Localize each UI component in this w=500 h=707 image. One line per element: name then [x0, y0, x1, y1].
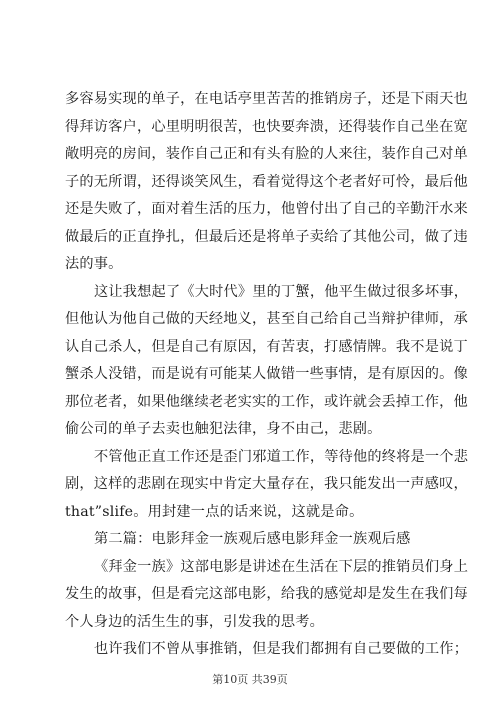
paragraph: [65, 636, 469, 664]
page-footer: 第10页 共39页: [212, 673, 288, 686]
text-line: 第二篇：电影拜金一族观后感电影拜金一族观后感: [94, 531, 411, 547]
text-line: 剧，这样的悲剧在现实中肯定大量存在，我只能发出一声感叹，: [65, 476, 468, 492]
text-line: 也许我们不曾从事推销，但是我们都拥有自己要做的工作；: [94, 641, 469, 657]
text-line: 不管他正直工作还是歪门邪道工作，等待他的终将是一个悲: [94, 448, 469, 465]
paragraph: [65, 279, 469, 444]
text-line: 子的无所谓，还得谈笑风生，看着觉得这个老者好可怜，最后他: [65, 173, 468, 190]
text-line: 敞明亮的房间，装作自己正和有头有脸的人来往，装作自己对单: [65, 146, 468, 162]
text-line: 做最后的正直挣扎，但最后还是将单子卖给了其他公司，做了违: [65, 228, 468, 245]
text-line: 偷公司的单子去卖也触犯法律，身不由己，悲剧。: [65, 421, 382, 437]
text-line: 还是失败了，面对着生活的压力，他曾付出了自己的辛勤汗水来: [65, 201, 468, 217]
paragraph: [65, 86, 468, 279]
text-line: 个人身边的活生生的事，引发我的思考。: [65, 613, 324, 630]
text-line: 那位老者，如果他继续老老实实的工作，或许就会丢掉工作，他: [65, 393, 468, 410]
paragraph: [65, 444, 469, 527]
text-line: 得拜访客户，心里明明很苦，也快要奔溃，还得装作自己坐在宽: [65, 118, 468, 135]
text-line: that”slife。用封建一点的话来说，这就是命。: [65, 503, 364, 520]
paragraph: [65, 554, 469, 637]
text-line: 法的事。: [65, 256, 123, 272]
text-line: 多容易实现的单子，在电话亭里苦苦的推销房子，还是下雨天也: [65, 91, 468, 107]
text-line: 这让我想起了《大时代》里的丁蟹，他平生做过很多坏事，: [94, 283, 469, 300]
text-line: 发生的故事，但是看完这部电影，给我的感觉却是发生在我们每: [65, 586, 468, 602]
text-line: 认自己杀人，但是自己有原因，有苦衷，打感情牌。我不是说丁: [65, 338, 468, 355]
document-body: [65, 86, 469, 664]
text-line: 《拜金一族》这部电影是讲述在生活在下层的推销员们身上: [94, 558, 469, 575]
text-line: 蟹杀人没错，而是说有可能某人做错一些事情，是有原因的。像: [65, 366, 468, 382]
paragraph: [65, 526, 437, 554]
text-line: 但他认为他自己做的天经地义，甚至自己给自己当辩护律师，承: [65, 311, 468, 327]
